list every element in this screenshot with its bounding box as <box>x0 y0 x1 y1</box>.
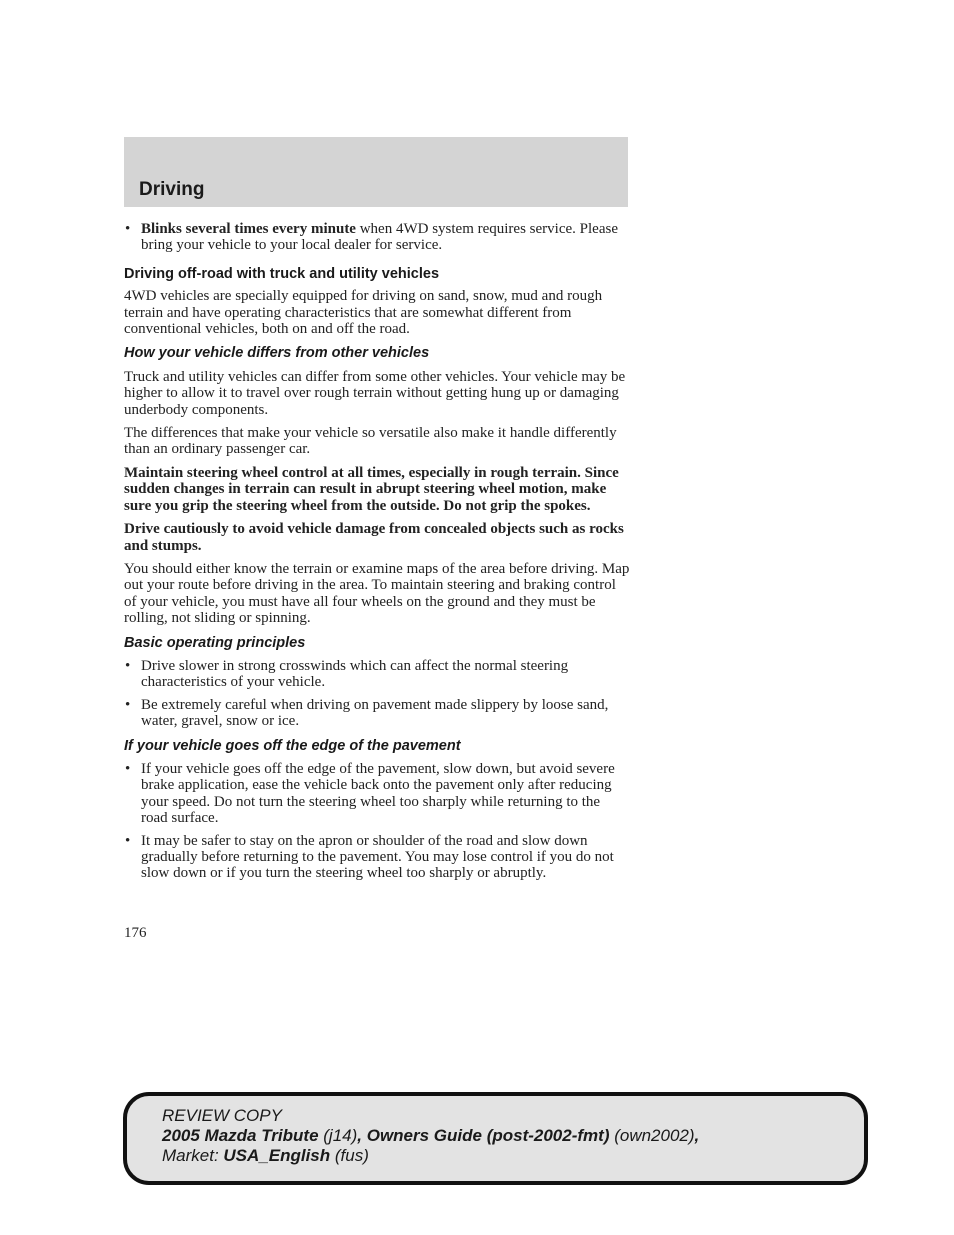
bullet-icon: • <box>125 657 131 674</box>
separator: , <box>694 1126 700 1145</box>
edge-bullet-text: If your vehicle goes off the edge of the pavement, slow down, but avoid severe brake application, ease the vehicle back onto the pavement only after reducing your speed. Do not turn the steering wheel too sharply while returning to the road surface. <box>141 760 615 827</box>
section-header-band <box>124 137 628 207</box>
intro-bullet-item <box>124 221 630 254</box>
bullet-icon: • <box>125 832 131 849</box>
bullet-icon: • <box>125 221 131 237</box>
heading-offroad: Driving off-road with truck and utility vehicles <box>124 265 440 282</box>
review-copy-text <box>162 1106 699 1166</box>
edge-bullet-text: It may be safer to stay on the apron or shoulder of the road and slow down gradually before returning to the pavement. You may lose control if you do not slow down or if you turn the steering wheel too sharply or abruptly. <box>141 832 614 882</box>
basic-bullet-item <box>124 658 630 691</box>
edge-bullet-item <box>124 833 630 882</box>
review-copy-market-line <box>162 1146 699 1166</box>
bullet-icon: • <box>125 696 131 713</box>
paragraph-differs-1: Truck and utility vehicles can differ from some other vehicles. Your vehicle may be higher to allow it to travel over rough terrain without getting hung up or damaging underbody components. <box>124 368 626 418</box>
model-code: (j14) <box>318 1126 358 1145</box>
paragraph-differs-2: The differences that make your vehicle so versatile also make it handle differently than an ordinary passenger car. <box>124 425 617 458</box>
basic-bullet-text: Drive slower in strong crosswinds which can affect the normal steering characteristics of your vehicle. <box>141 657 569 691</box>
review-copy-label: REVIEW COPY <box>162 1106 282 1125</box>
separator: , <box>357 1126 367 1145</box>
warning-concealed-objects: Drive cautiously to avoid vehicle damage from concealed objects such as rocks and stumps. <box>124 521 624 554</box>
page-number: 176 <box>124 925 147 941</box>
heading-edge: If your vehicle goes off the edge of the pavement <box>124 737 461 754</box>
intro-bullet-text: when 4WD system requires service. Please bring your vehicle to your local dealer for service. <box>141 221 618 254</box>
basic-bullet-item <box>124 697 630 730</box>
basic-bullet-text: Be extremely careful when driving on pavement made slippery by loose sand, water, gravel, snow or ice. <box>141 696 609 730</box>
guide-name: Owners Guide (post-2002-fmt) <box>366 1126 610 1145</box>
paragraph-differs-3: You should either know the terrain or examine maps of the area before driving. Map out your route before driving in the area. To maintain steering and braking control of your vehicle, you must have all four wheels on the ground and they must be rolling, not sliding or spinning. <box>124 560 630 627</box>
market-name: USA_English <box>223 1146 331 1165</box>
review-copy-title-line <box>162 1126 699 1146</box>
intro-bullet-bold-text: Blinks several times every minute <box>141 221 356 237</box>
bullet-icon: • <box>125 760 131 777</box>
model-name: 2005 Mazda Tribute <box>162 1126 319 1145</box>
paragraph-offroad: 4WD vehicles are specially equipped for driving on sand, snow, mud and rough terrain and have operating characteristics that are somewhat different from conventional vehicles, both on and off the road. <box>124 288 603 338</box>
page-body <box>124 221 630 888</box>
market-code: (fus) <box>330 1146 369 1165</box>
review-copy-box <box>123 1092 868 1185</box>
heading-differs: How your vehicle differs from other vehicles <box>124 345 430 362</box>
heading-basic: Basic operating principles <box>124 634 306 651</box>
guide-code: (own2002) <box>609 1126 695 1145</box>
warning-steering: Maintain steering wheel control at all times, especially in rough terrain. Since sudden changes in terrain can result in abrupt steering wheel motion, make sure you grip the steering wheel from the outside. Do not grip the spokes. <box>124 464 619 514</box>
edge-bullet-item <box>124 761 630 827</box>
section-title: Driving <box>139 179 205 200</box>
market-label: Market: <box>162 1146 224 1165</box>
